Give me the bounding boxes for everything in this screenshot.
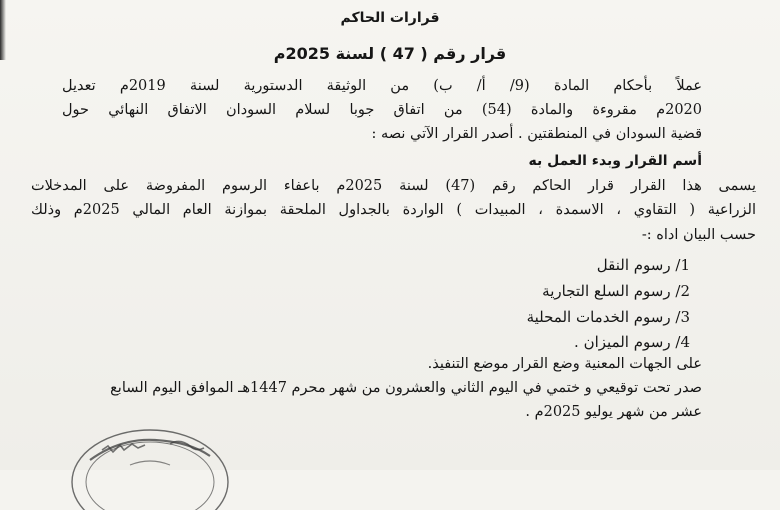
fee-item-3 xyxy=(527,308,690,326)
fee-item-3-number: 3/ xyxy=(675,308,690,326)
implementation-clause: على الجهات المعنية وضع القرار موضع التنفيذ. xyxy=(427,356,702,372)
decision-number: قرار رقم ( 47 ) لسنة 2025م xyxy=(273,44,507,63)
preamble-line-2: 2020م مقروءة والمادة (54) من اتفاق جوبا لسلام السودان الاتفاق النهائي حول xyxy=(62,102,702,118)
fee-item-2-label: رسوم السلع التجارية xyxy=(542,282,671,300)
fee-item-1-label: رسوم النقل xyxy=(596,256,671,274)
fee-item-4-number: 4/ xyxy=(675,333,690,351)
fee-item-4-label: رسوم الميزان . xyxy=(574,333,671,351)
naming-line-1: يسمى هذا القرار قرار الحاكم رقم (47) لسنة 2025م باعفاء الرسوم المفروضة على المدخلات xyxy=(31,178,756,194)
preamble-line-1: عملاً بأحكام المادة (9/ أ/ ب) من الوثيقة الدستورية لسنة 2019م تعديل xyxy=(62,78,703,94)
fee-item-4 xyxy=(574,333,690,351)
fee-item-2 xyxy=(542,282,690,300)
naming-line-2: الزراعية ( التقاوي ، الاسمدة ، المبيدات ) الواردة بالجداول الملحقة بموازنة العام المالي 2025م وذلك xyxy=(31,202,756,218)
fee-item-1-number: 1/ xyxy=(675,256,690,274)
preamble-line-3: قضية السودان في المنطقتين . أصدر القرار الآتي نصه : xyxy=(371,126,702,142)
official-seal-stamp xyxy=(60,420,240,510)
naming-section-title: أسم القرار وبدء العمل به xyxy=(528,153,702,169)
fee-item-1 xyxy=(597,256,690,274)
fee-item-3-label: رسوم الخدمات المحلية xyxy=(526,308,671,326)
signed-line-2: عشر من شهر يوليو 2025م . xyxy=(525,404,702,420)
naming-line-3: حسب البيان اداه :- xyxy=(641,227,756,243)
section-title: قرارات الحاكم xyxy=(340,10,440,26)
signed-line-1: صدر تحت توقيعي و ختمي في اليوم الثاني والعشرون من شهر محرم 1447هـ الموافق اليوم السابع xyxy=(110,380,702,396)
fee-item-2-number: 2/ xyxy=(675,282,690,300)
